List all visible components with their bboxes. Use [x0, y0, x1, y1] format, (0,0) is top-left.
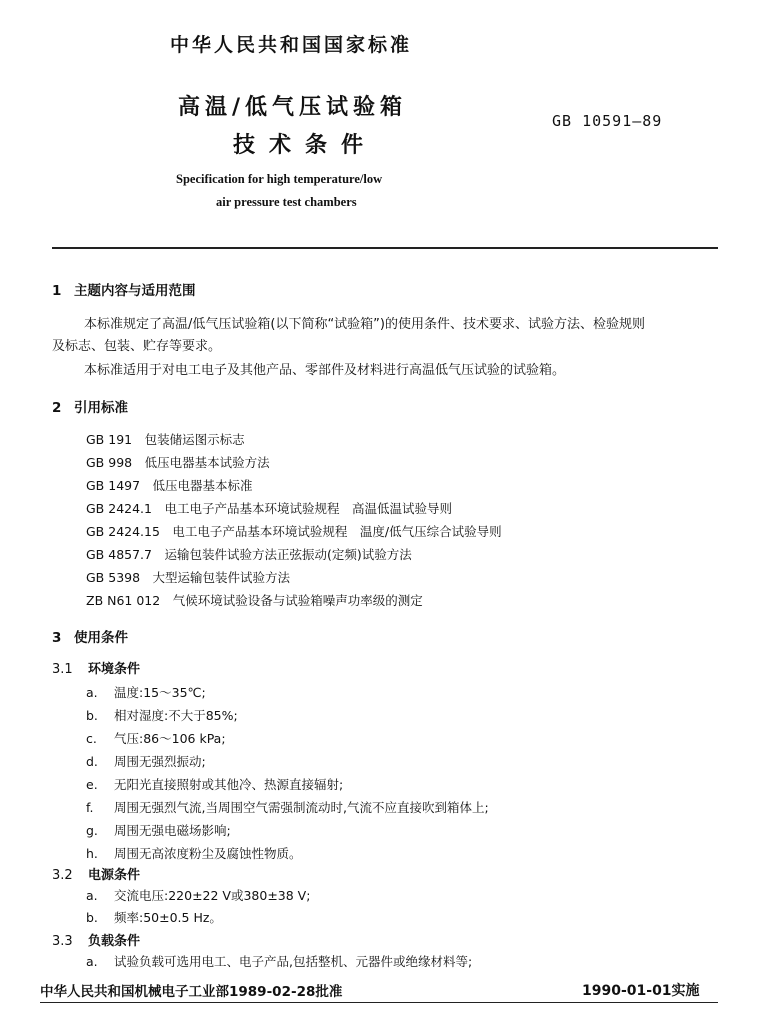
section-title: 主题内容与适用范围 [74, 283, 196, 299]
reference-item: GB 998 低压电器基本试验方法 [86, 455, 270, 470]
condition-item [86, 775, 343, 793]
item-text: 周围无高浓度粉尘及腐蚀性物质。 [114, 846, 302, 861]
condition-item [86, 798, 489, 816]
item-text: 无阳光直接照射或其他冷、热源直接辐射; [114, 777, 344, 792]
reference-item: GB 4857.7 运输包装件试验方法正弦振动(定频)试验方法 [86, 547, 412, 562]
item-label: h. [86, 846, 98, 861]
condition-item [86, 729, 226, 747]
item-label: e. [86, 777, 98, 792]
condition-item [86, 706, 238, 724]
subsection-title: 环境条件 [88, 662, 141, 677]
section-number: 2 [52, 400, 62, 416]
subsection-3-2-heading [52, 864, 140, 883]
item-text: 频率:50±0.5 Hz。 [114, 910, 222, 925]
reference-item: GB 2424.15 电工电子产品基本环境试验规程 温度/低气压综合试验导则 [86, 524, 502, 539]
item-text: 交流电压:220±22 V或380±38 V; [114, 888, 311, 903]
section-1-para1-line2: 及标志、包装、贮存等要求。 [52, 339, 222, 354]
english-title-line2: air pressure test chambers [216, 195, 357, 209]
condition-item [86, 844, 302, 862]
condition-item [86, 886, 310, 904]
standard-code: GB 10591—89 [552, 112, 663, 130]
section-number: 1 [52, 283, 62, 299]
item-text: 相对湿度:不大于85%; [114, 708, 238, 723]
approval-statement: 中华人民共和国机械电子工业部1989-02-28批准 [40, 984, 343, 1000]
condition-item [86, 683, 206, 701]
subsection-3-3-heading [52, 930, 140, 949]
item-label: d. [86, 754, 98, 769]
section-1-heading [52, 279, 196, 299]
item-label: a. [86, 954, 98, 969]
item-text: 气压:86～106 kPa; [114, 731, 226, 746]
item-label: c. [86, 731, 97, 746]
subsection-number: 3.3 [52, 934, 73, 949]
section-3-heading [52, 626, 128, 646]
section-1-para2: 本标准适用于对电工电子及其他产品、零部件及材料进行高温低气压试验的试验箱。 [84, 363, 566, 378]
issuing-authority: 中华人民共和国国家标准 [170, 34, 413, 56]
reference-item: GB 1497 低压电器基本标准 [86, 478, 253, 493]
item-label: f. [86, 800, 94, 815]
condition-item [86, 821, 231, 839]
section-title: 使用条件 [74, 630, 128, 646]
english-title-line1: Specification for high temperature/low [176, 172, 383, 186]
condition-item [86, 952, 472, 970]
item-label: a. [86, 685, 98, 700]
document-title-line1: 高温/低气压试验箱 [178, 95, 408, 120]
section-2-heading [52, 396, 128, 416]
section-title: 引用标准 [74, 400, 128, 416]
reference-item: GB 5398 大型运输包装件试验方法 [86, 570, 291, 585]
condition-item [86, 908, 222, 926]
condition-item [86, 752, 206, 770]
item-text: 试验负载可选用电工、电子产品,包括整机、元器件或绝缘材料等; [114, 954, 473, 969]
reference-item: ZB N61 012 气候环境试验设备与试验箱噪声功率级的测定 [86, 593, 423, 608]
item-label: b. [86, 910, 98, 925]
header-divider [52, 247, 718, 249]
item-label: g. [86, 823, 98, 838]
document-title-line2: 技术条件 [233, 133, 378, 158]
item-text: 周围无强烈气流,当周围空气需强制流动时,气流不应直接吹到箱体上; [114, 800, 489, 815]
item-text: 温度:15～35℃; [114, 685, 206, 700]
subsection-number: 3.2 [52, 868, 73, 883]
subsection-number: 3.1 [52, 662, 73, 677]
footer-divider [40, 1002, 718, 1003]
item-text: 周围无强烈振动; [114, 754, 206, 769]
reference-item: GB 2424.1 电工电子产品基本环境试验规程 高温低温试验导则 [86, 501, 452, 516]
item-text: 周围无强电磁场影响; [114, 823, 231, 838]
reference-item: GB 191 包装储运图示标志 [86, 432, 245, 447]
effective-date: 1990-01-01实施 [582, 983, 700, 999]
subsection-title: 负载条件 [88, 934, 141, 949]
item-label: a. [86, 888, 98, 903]
subsection-title: 电源条件 [88, 868, 141, 883]
section-1-para1-line1: 本标准规定了高温/低气压试验箱(以下简称“试验箱”)的使用条件、技术要求、试验方法、检验规则 [84, 317, 645, 332]
item-label: b. [86, 708, 98, 723]
subsection-3-1-heading [52, 658, 140, 677]
section-number: 3 [52, 630, 62, 646]
